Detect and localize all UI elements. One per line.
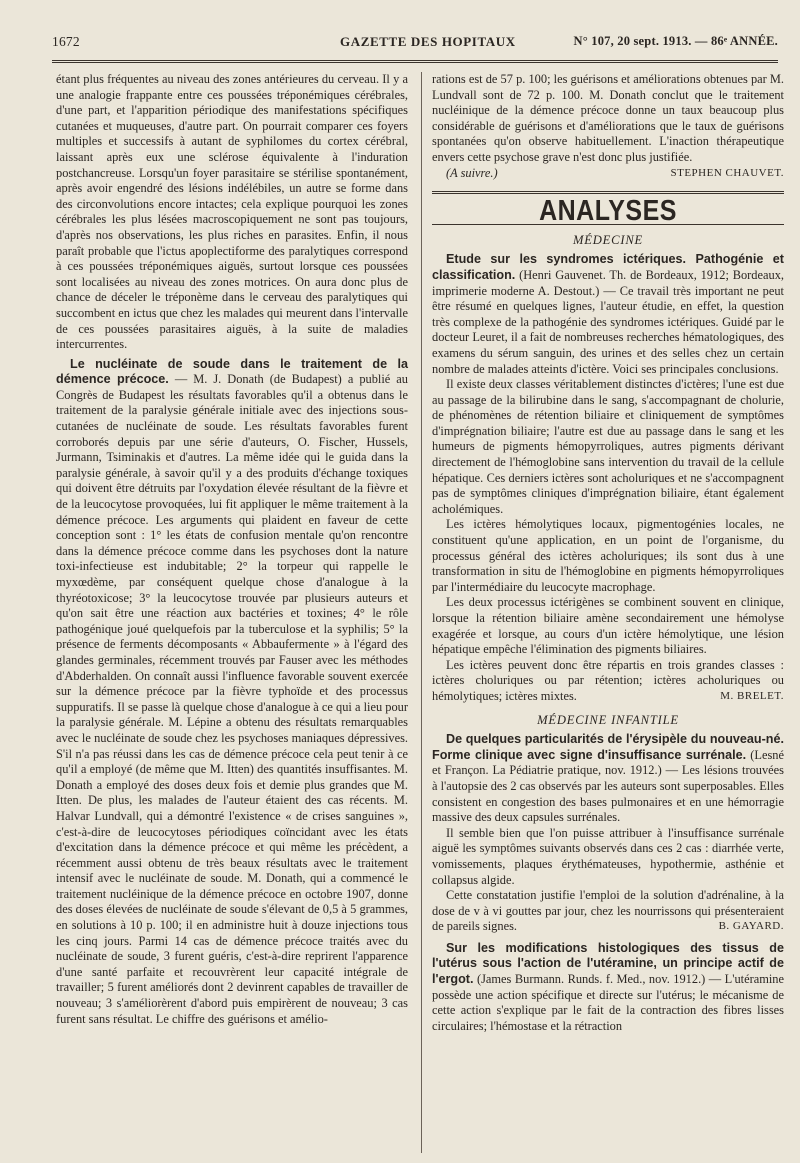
signature-line: [432, 166, 784, 182]
subsection-medecine: MÉDECINE: [572, 232, 644, 247]
article-heading: Sur les modifications histologiques des tissus de l'utérus sous l'action de l'utéramine, un principe actif de l'ergot.: [432, 940, 784, 987]
paragraph: Il semble bien que l'on puisse attribuer à l'insuffisance surrénale aiguë les symptômes suivants observés dans ces 2 cas : diarrhée verte, vomissements, plaques érythémateuses, hypothermie, asthénie et collapsus algide.: [432, 825, 784, 887]
right-column: [432, 72, 784, 1034]
paragraph: étant plus fréquentes au niveau des zones antérieures du cerveau. Il y a une analogie frappante entre ces poussées tréponémiques cérébrales, d'une part, et l'apparition périodique des manifestations spécifiques cutanées et muqueuses, d'autre part. On pourrait comparer ces foyers multiples et successifs à autant de syphilomes du cortex cérébral, laissant après eux une sclérose équivalente à l'induration postchancreuse. Lorsqu'un foyer parasitaire se stérilise spontanément, après avoir engendré des lésions indélébiles, un autre se forme dans des circonvolutions encore intactes; cela explique pourquoi les zones cérébrales les plus lésées macroscopiquement ne sont pas toujours, d'après nos observations, les plus riches en parasites. Enfin, il nous paraît probable que l'ictus apoplectiforme des paralytiques correspond à ces poussées tréponémiques aiguës, surtout lorsque ces poussées sont localisées au niveau des zones motrices. On aura donc plus de chance de déceler le tréponème dans le cerveau des paralytiques qui succombent en ictus que chez les malades qui meurent dans l'intervalle de ces poussées parasitaires aiguës, à la suite de maladies intercurrentes.: [56, 72, 408, 352]
article-heading: Le nucléinate de soude dans le traitement de la démence précoce.: [56, 356, 408, 387]
article-nucleinate: [56, 357, 408, 1028]
paragraph: (Lesné et Françon. La Pédiatrie pratique, nov. 1912.) — Les lésions trouvées à l'autopsie des 2 cas observés par les auteurs sont superposables. Elles consistent en congestion des bases pulmonaires et en une hémorragie massive des deux capsules surrénales.: [432, 747, 784, 825]
paragraph: [432, 888, 784, 935]
paragraph: — M. J. Donath (de Budapest) a publié au Congrès de Budapest les résultats favorables qu'il a obtenus dans le traitement de la paralysie générale initiale avec des injections sous-cutanées de nucléinate de soude. Les résultats favorables furent corroborés depuis par une série d'auteurs, O. Fischer, Hussels, Jurmann, Tsiminakis et d'autres. La même idée qui le guida dans la paralysie générale, à savoir qu'il y a des produits d'échange toxiques qui doivent être détruits par l'oxydation élevée résultant de la fièvre et de la leucocytose provoquées, lui fit appliquer le même traitement à la démence précoce. Les arguments qui plaident en faveur de cette conception sont : 1° les états de confusion mentale qu'on rencontre dans la démence précoce comme dans les psychoses dont la nature toxi-infectieuse est indubitable; 2° la torpeur qui rappelle le myxœdème, par conséquent quelque chose d'analogue à la thyréotoxicose; 3° la leucocytose trouvée par plusieurs auteurs et qu'on sait être une réaction aux bactéries et toxines; 4° le rôle pathogénique joué quelquefois par la tuberculose et la syphilis; 5° la présence de ferments décomposants « Abbaufermente » à l'égard des glandes germinales, récemment trouvés par Fauser avec les méthodes d'Abderhalden. On connaît aussi l'influence favorable souvent exercée sur la démence précoce par la fièvre typhoïde et des processus suppuratifs. Il se passe là quelque chose d'analogue à ce qui a lieu pour la paralysie générale. M. Lépine a obtenu des résultats remarquables avec le nucléinate de soude chez les psychoses maniaques dépressives. S'il n'a pas réussi dans les cas de démence précoce cela peut tenir à ce qu'il a employé (de même que M. Itten) des quantités insuffisantes. M. Donath a employé des doses deux fois et demie plus grandes que M. Itten. De plus, les malades de l'auteur étaient des cas récents. M. Halvar Lundvall, qui a démontré l'existence « de crises sanguines », c'est-à-dire de leucocytoses périodiques coïncidant avec les états d'excitation dans la démence précoce et qui même les précèdent, a récemment aussi obtenu de très beaux résultats avec le traitement intensif avec le nucléinate de soude. M. Donath, qui a commencé le traitement nucléinique de la démence précoce en octobre 1907, donne des doses élevées de nucléinate de soude s'élevant de 0,5 à 5 grammes, en solutions à 10 p. 100; il en administre huit à douze injections tous les cinq jours. Parmi 14 cas de démence précoce traités avec du nucléinate de soude, 3 furent guéris, c'est-à-dire reprirent l'apparence d'une santé parfaite et recouvrèrent leur capacité intégrale de travailler; 5 furent améliorés dont 2 devinrent capables de travailler de nouveau; 3 s'améliorèrent d'abord puis empirèrent de nouveau; 3 cas furent sans résultat. Le chiffre des guérisons et amélio-: [56, 372, 408, 1026]
article-erysipele: [432, 732, 784, 826]
header-rule: [52, 60, 778, 63]
article-heading: De quelques particularités de l'érysipèle du nouveau-né. Forme clinique avec signe d'insuffisance surrénale.: [432, 732, 784, 762]
paragraph: Les deux processus ictérigènes se combinent souvent en clinique, lorsque la rétention biliaire amène secondairement une hémolyse exagérée et lorsque, au cours d'un ictère hémolytique, une lésion hépatique empêche l'élimination des pigments biliaires.: [432, 595, 784, 657]
paragraph-text: Cette constatation justifie l'emploi de la solution d'adrénaline, à la dose de v à vi gouttes par jour, chez les nourrissons qui présenteraient de pareils signes.: [432, 888, 784, 934]
page-number: 1672: [52, 34, 80, 49]
column-divider: [421, 72, 422, 1153]
paragraph: [432, 658, 784, 705]
article-uteramine: [432, 941, 784, 1035]
paragraph: (Henri Gauvenet. Th. de Bordeaux, 1912; Bordeaux, imprimerie moderne A. Destout.) — Ce travail très important ne peut être résumé en quelques lignes, l'auteur étudie, en effet, la question très complexe de la pathogénie des syndromes ictériques. Guidé par le docteur Leuret, il a fait de nombreuses recherches hématologiques, des examens du sérum sanguin, des urines et des selles chez un certain nombre de malades atteints d'ictère. Voici ses principales conclusions.: [432, 267, 784, 376]
paragraph: Il existe deux classes véritablement distinctes d'ictères; l'une est due au passage de la bilirubine dans le sang, s'accompagnant de cholurie, de phénomènes de rétention biliaire et cliniquement de symptômes d'imprégnation biliaire; l'autre est due au passage dans le sang et les humeurs de pigments hémopyrroliques, autres pigments dérivant directement de l'hémoglobine sans intervention du travail de la cellule hépatique. Ces derniers ictères sont acholuriques et ne s'accompagnent pas de symptômes cliniques d'imprégnation biliaire, étant également acholémiques.: [432, 377, 784, 516]
paragraph: Les ictères hémolytiques locaux, pigmentogénies locales, ne constituent qu'une application, en un point de l'organisme, du processus général des ictères acholuriques; ils sont dus à une transformation in situ de l'hémoglobine en pigments hémopyrroliques par l'intermédiaire du leucocyte macrophage.: [432, 517, 784, 594]
journal-title: GAZETTE DES HOPITAUX: [340, 34, 516, 49]
paragraph-text: Les ictères peuvent donc être répartis en trois grandes classes : ictères choluriques ou par rétention; ictères acholuriques ou hémolytiques; ictères mixtes.: [432, 657, 784, 703]
page-header: [52, 34, 778, 54]
article-heading: Etude sur les syndromes ictériques. Pathogénie et classification.: [432, 252, 784, 282]
to-follow: (A suivre.): [446, 165, 498, 180]
paragraph: rations est de 57 p. 100; les guérisons et améliorations obtenues par M. Lundvall sont de 72 p. 100. M. Donath conclut que le traitement nucléinique de la démence précoce donne un taux beaucoup plus considérable de guérisons et d'améliorations que le taux de guérisons spontanées qu'on observe habituellement. L'inaction thérapeutique envers cette psychose grave n'est donc plus justifiée.: [432, 72, 784, 164]
section-title: ANALYSES: [539, 194, 677, 228]
subsection-medecine-infantile: MÉDECINE INFANTILE: [537, 712, 679, 727]
author-signature: B. GAYARD.: [718, 920, 784, 933]
paragraph: (James Burmann. Runds. f. Med., nov. 1912.) — L'utéramine possède une action spécifique et directe sur l'utérus; le mécanisme de cette action s'explique par le fait de la contraction des fibres lisses circulaires; l'hémostase et la rétraction: [432, 972, 784, 1033]
left-column: [56, 72, 408, 1027]
issue-date: N° 107, 20 sept. 1913. — 86ᵉ ANNÉE.: [573, 34, 778, 48]
section-rule: [432, 191, 784, 194]
author-signature: STEPHEN CHAUVET.: [670, 166, 784, 179]
author-signature: M. BRELET.: [720, 689, 784, 702]
article-icteres: [432, 252, 784, 377]
